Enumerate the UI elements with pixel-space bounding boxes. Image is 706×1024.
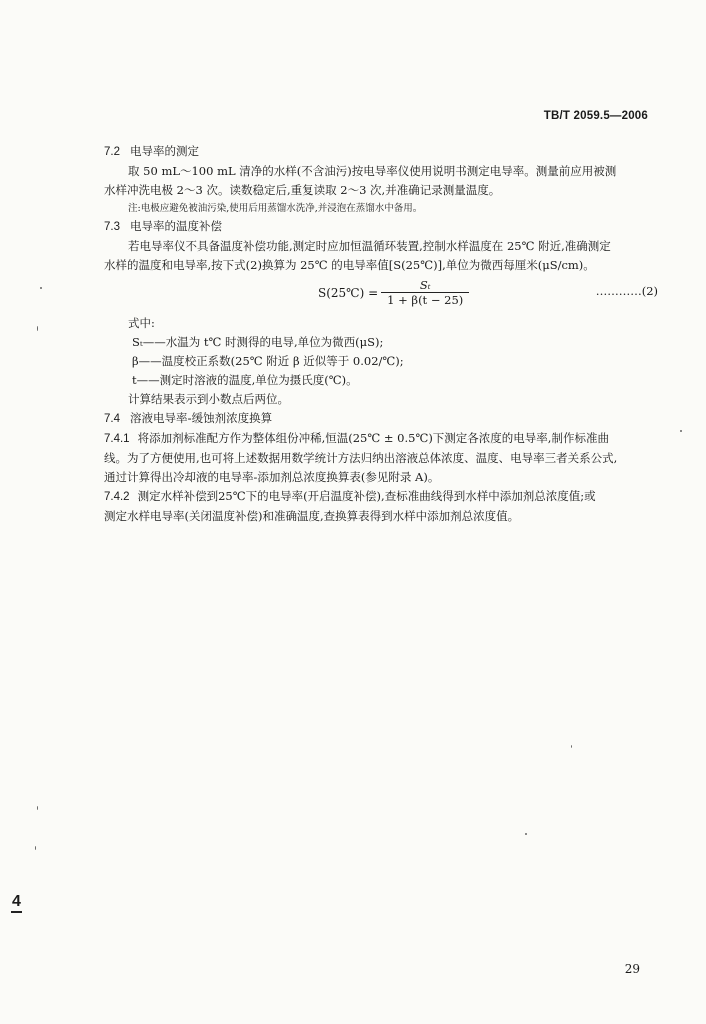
- scan-speck: [525, 833, 527, 835]
- variable-definition: β——温度校正系数(25℃ 附近 β 近似等于 0.02/℃);: [132, 354, 404, 368]
- paragraph-line: 水样的温度和电导率,按下式(2)换算为 25℃ 的电导率值[S(25℃)],单位为微西每厘米(μS/cm)。: [104, 258, 595, 272]
- section-number: 7.2: [104, 146, 120, 158]
- main-content: [104, 142, 660, 526]
- result-precision-line: 计算结果表示到小数点后两位。: [128, 392, 289, 406]
- equation-number: …………(2): [595, 284, 658, 298]
- margin-mark: 4: [11, 893, 22, 913]
- equation-block: [104, 276, 660, 312]
- equation-numerator: Sₜ: [419, 278, 431, 292]
- where-label: 式中:: [128, 316, 155, 330]
- clause-text: 将添加剂标准配方作为整体组份冲稀,恒温(25℃ ± 0.5℃)下测定各浓度的电导率,制作标准曲: [137, 431, 609, 445]
- section-number: 7.4: [104, 413, 120, 425]
- section-number: 7.3: [104, 221, 120, 233]
- standard-code: TB/T 2059.5—2006: [543, 110, 648, 122]
- clause-text: 测定水样补偿到25℃下的电导率(开启温度补偿),查标准曲线得到水样中添加剂总浓度值;或: [137, 489, 596, 503]
- clause-number: 7.4.2: [104, 491, 130, 503]
- section-heading-7-2: [104, 142, 660, 162]
- equation-denominator: 1 + β(t − 25): [381, 292, 469, 308]
- paragraph-line: 取 50 mL～100 mL 清净的水样(不含油污)按电导率仪使用说明书测定电导率。测量前应用被测: [128, 164, 617, 178]
- section-heading-7-3: [104, 217, 660, 237]
- scan-speck: [680, 430, 682, 432]
- equation-lhs: S(25℃) =: [318, 286, 379, 300]
- variable-definition: Sₜ——水温为 t℃ 时测得的电导,单位为微西(μS);: [132, 335, 384, 349]
- section-heading-7-4: [104, 409, 660, 429]
- paragraph-line: 通过计算得出冷却液的电导率-添加剂总浓度换算表(参见附录 A)。: [104, 470, 440, 484]
- paragraph-line: [104, 487, 660, 507]
- paragraph-line: 水样冲洗电极 2～3 次。读数稳定后,重复读取 2～3 次,并准确记录测量温度。: [104, 183, 501, 197]
- scan-speck: [35, 846, 36, 850]
- section-title: 电导率的测定: [130, 144, 199, 158]
- section-title: 电导率的温度补偿: [130, 219, 222, 233]
- equation-fraction: [381, 278, 469, 308]
- variable-definition: t——测定时溶液的温度,单位为摄氏度(℃)。: [132, 373, 358, 387]
- scan-speck: [37, 806, 38, 810]
- section-title: 溶液电导率-缓蚀剂浓度换算: [130, 411, 273, 425]
- scan-speck: [571, 745, 572, 748]
- scan-speck: [37, 326, 38, 331]
- clause-number: 7.4.1: [104, 433, 130, 445]
- paragraph-line: [104, 429, 660, 449]
- paragraph-line: 线。为了方便使用,也可将上述数据用数学统计方法归纳出溶液总体浓度、温度、电导率三者关系公式,: [104, 451, 618, 465]
- note-text: 注:电极应避免被油污染,使用后用蒸馏水洗净,并浸泡在蒸馏水中备用。: [128, 203, 423, 214]
- paragraph-line: 若电导率仪不具备温度补偿功能,测定时应加恒温循环装置,控制水样温度在 25℃ 附近,准确测定: [128, 239, 611, 253]
- scan-speck: [40, 287, 42, 289]
- equation: [318, 278, 469, 308]
- paragraph-line: 测定水样电导率(关闭温度补偿)和准确温度,查换算表得到水样中添加剂总浓度值。: [104, 509, 520, 523]
- page-number: 29: [624, 962, 640, 976]
